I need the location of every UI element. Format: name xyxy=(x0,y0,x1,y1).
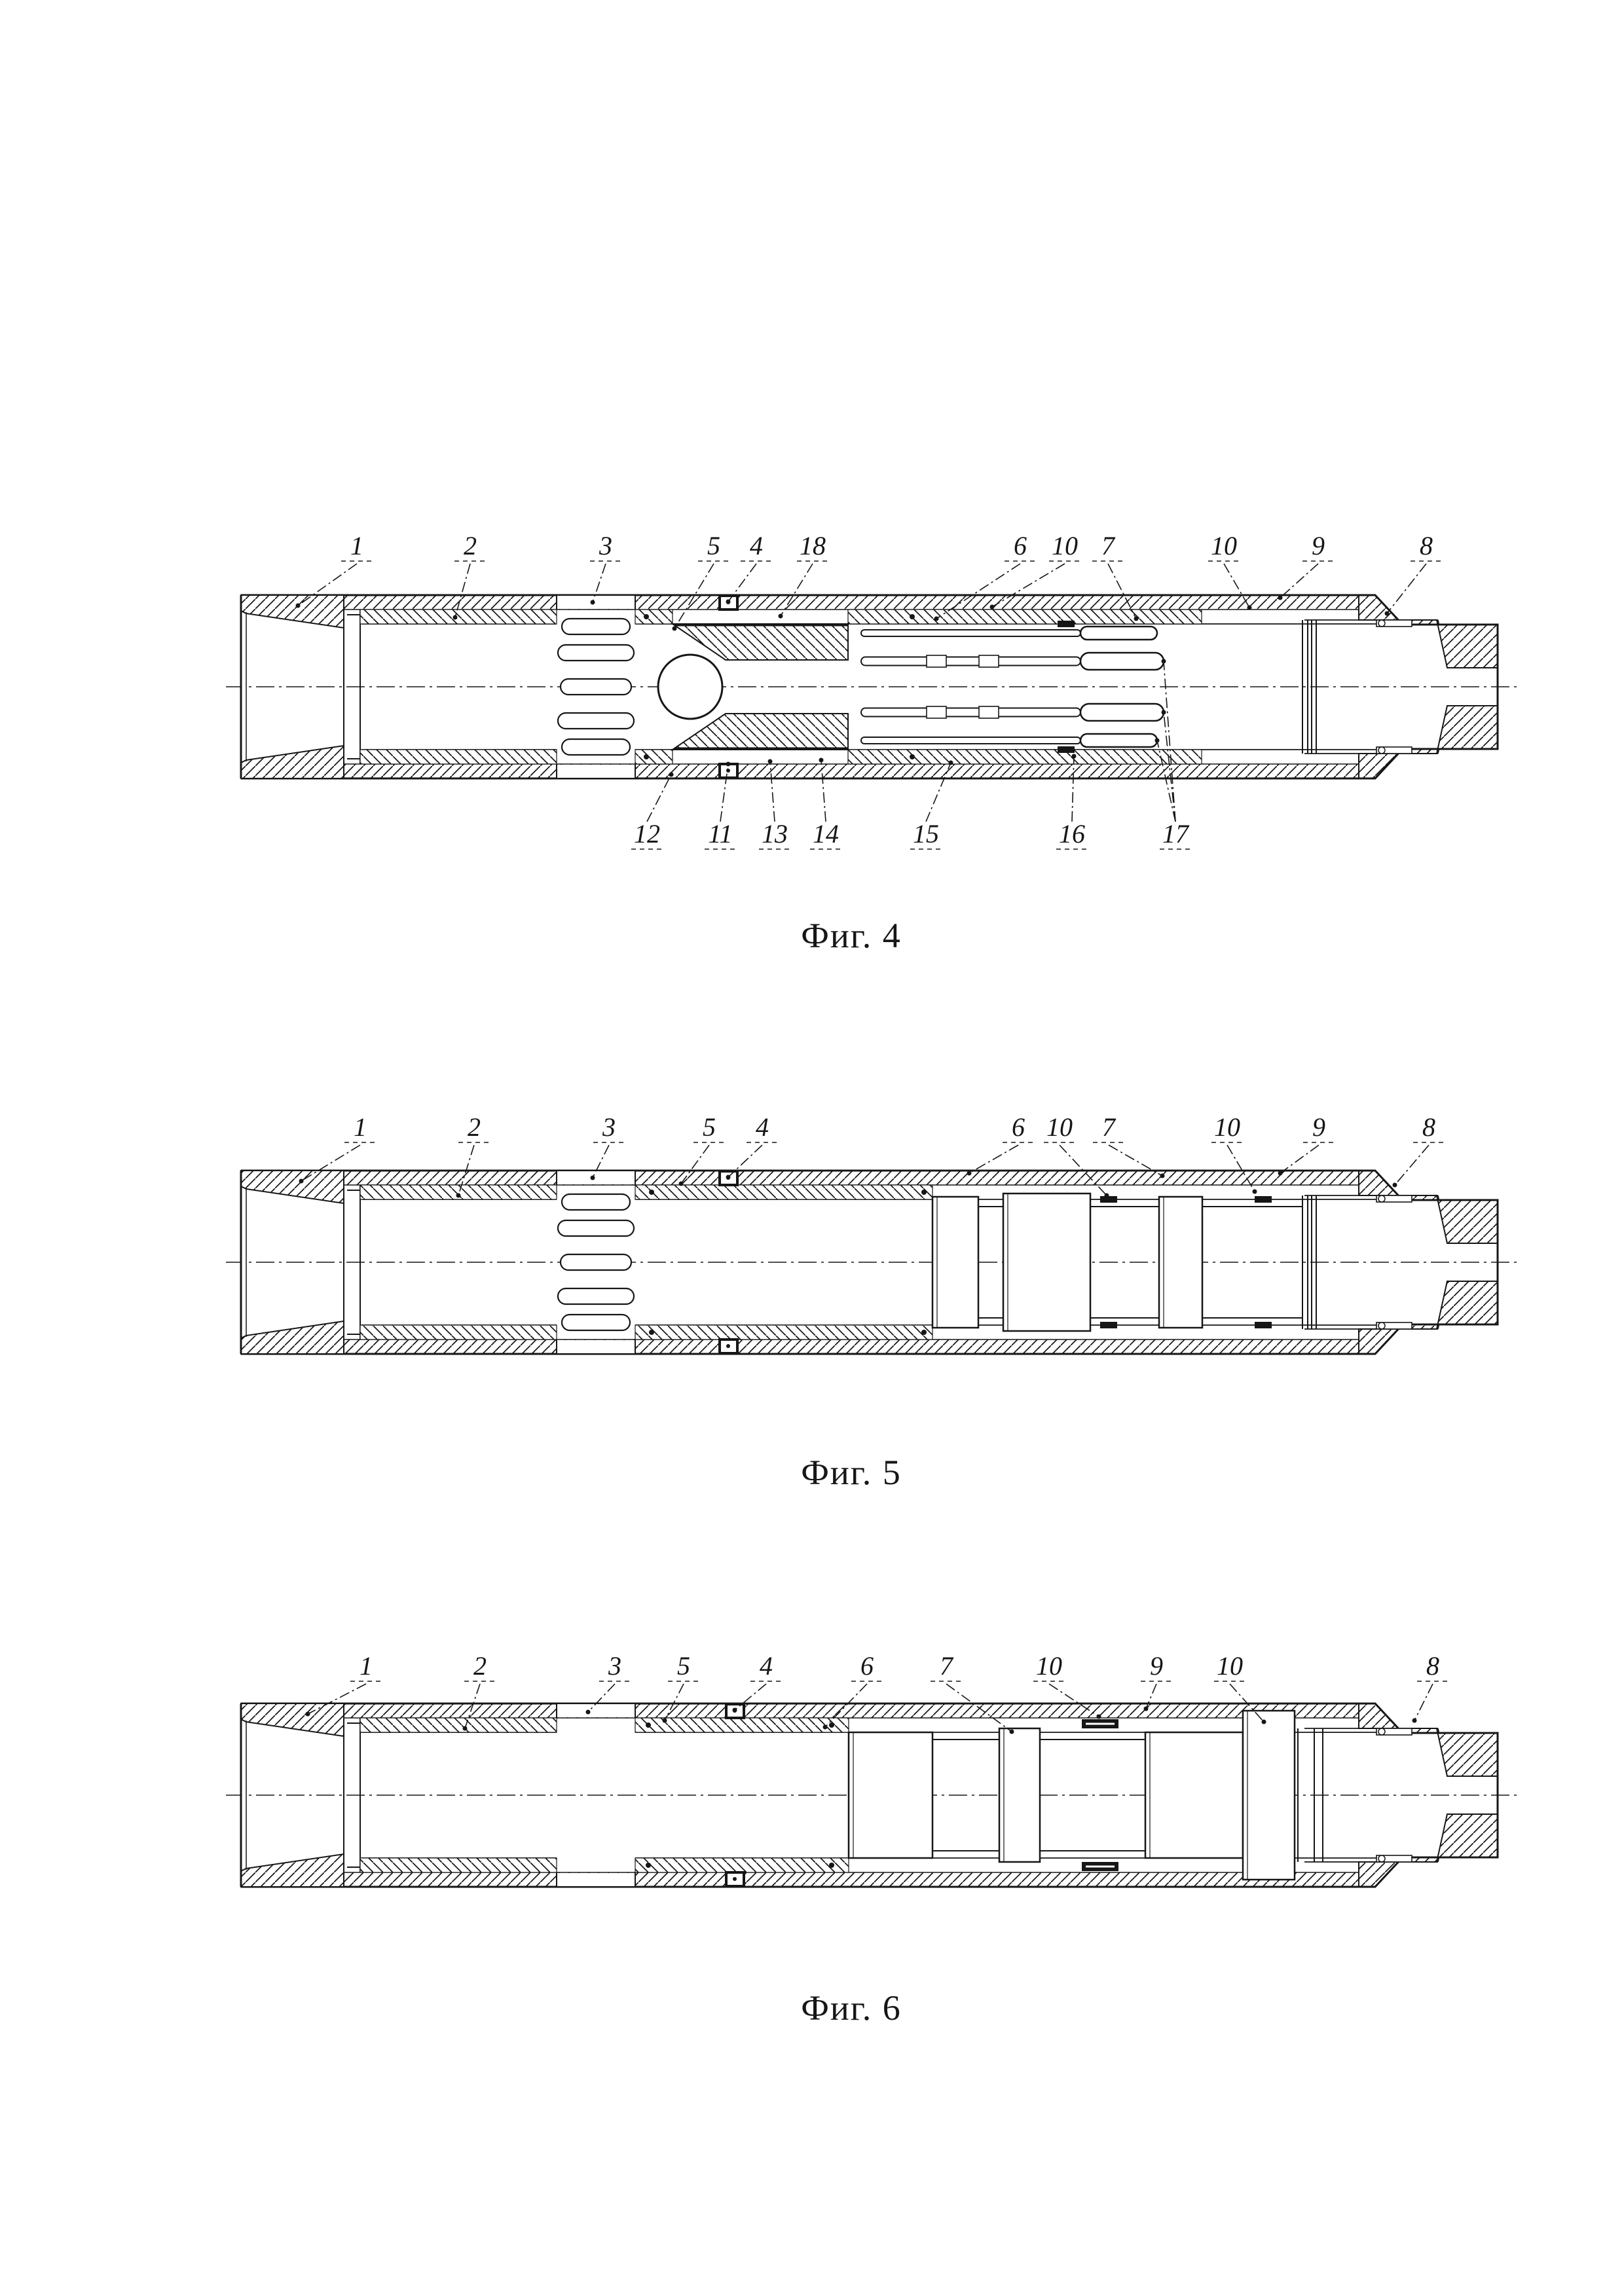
ref-number: 7 xyxy=(1102,1112,1115,1142)
circulation-slot xyxy=(558,1220,634,1236)
ref-label-7 xyxy=(1093,1112,1165,1178)
ref-number: 1 xyxy=(350,531,363,560)
pin-end-upper-wall xyxy=(1359,595,1498,668)
ref-label-9 xyxy=(1278,1112,1335,1176)
dart-rod xyxy=(861,630,1080,636)
pin-end-lower-wall xyxy=(1359,706,1498,778)
ref-label-4 xyxy=(726,531,773,604)
ref-number: 10 xyxy=(1214,1112,1240,1142)
dart-tip xyxy=(1080,704,1164,721)
piston-section xyxy=(1003,1194,1090,1331)
ref-number: 1 xyxy=(354,1112,367,1142)
ref-number: 3 xyxy=(599,531,612,560)
inner-sleeve-wall xyxy=(360,1718,557,1732)
seal xyxy=(1100,1196,1117,1203)
circulation-slot xyxy=(561,679,631,695)
inner-sleeve-wall xyxy=(848,610,1202,624)
ref-number: 10 xyxy=(1036,1651,1062,1681)
ref-number: 5 xyxy=(707,531,720,560)
piston-section xyxy=(849,1732,932,1858)
ref-number: 6 xyxy=(1012,1112,1025,1142)
o-ring xyxy=(829,1722,834,1728)
ref-number: 4 xyxy=(756,1112,769,1142)
upper-housing-wall xyxy=(344,595,1359,610)
ref-label-8 xyxy=(1412,1651,1449,1723)
ref-number: 10 xyxy=(1046,1112,1073,1142)
figure-5-drawing xyxy=(216,1100,1526,1388)
ref-label-7 xyxy=(931,1651,1014,1734)
pin-end-upper-wall xyxy=(1359,1704,1498,1776)
ref-label-4 xyxy=(726,1112,779,1180)
ref-number: 5 xyxy=(703,1112,716,1142)
ref-number: 1 xyxy=(360,1651,373,1681)
box-end-lower-wall xyxy=(241,746,344,778)
fig6-canvas xyxy=(226,1704,1519,1887)
ref-number: 16 xyxy=(1059,819,1085,848)
ref-number: 18 xyxy=(800,531,826,560)
dart-rod xyxy=(861,737,1080,744)
inner-sleeve-wall xyxy=(635,1718,849,1732)
ref-number: 14 xyxy=(813,819,839,848)
ref-label-3 xyxy=(590,531,621,605)
ref-number: 2 xyxy=(464,531,477,560)
ref-label-9 xyxy=(1278,531,1335,600)
pin-end-upper-wall xyxy=(1359,1171,1498,1243)
piston-section xyxy=(1159,1197,1202,1328)
upper-housing-wall xyxy=(344,1704,1359,1718)
figure-4-drawing xyxy=(216,520,1526,881)
ref-label-5 xyxy=(673,531,730,631)
o-ring xyxy=(921,1190,927,1195)
pin-end-lower-wall xyxy=(1359,1814,1498,1887)
lower-housing-wall xyxy=(344,764,1359,778)
o-ring xyxy=(649,1190,654,1195)
figure-6-drawing xyxy=(216,1617,1526,1918)
dart-rod xyxy=(861,657,1080,666)
ref-number: 17 xyxy=(1162,819,1189,848)
lower-housing-wall xyxy=(344,1872,1359,1887)
box-end-upper-wall xyxy=(241,1171,344,1203)
housing-window xyxy=(557,596,635,609)
piston-section xyxy=(1243,1711,1295,1880)
ref-number: 6 xyxy=(860,1651,874,1681)
box-end-lower-wall xyxy=(241,1321,344,1354)
circulation-slot xyxy=(562,739,630,755)
ref-number: 8 xyxy=(1420,531,1433,560)
box-end-upper-wall xyxy=(241,1704,344,1736)
circulation-slot xyxy=(558,1288,634,1304)
ref-number: 12 xyxy=(634,819,660,848)
ref-number: 2 xyxy=(468,1112,481,1142)
inner-sleeve-wall xyxy=(635,610,673,624)
circulation-slot xyxy=(562,1194,630,1210)
circulation-slot xyxy=(558,645,634,661)
box-end-lower-wall xyxy=(241,1854,344,1887)
o-ring xyxy=(644,614,649,619)
ball-seat-carrier xyxy=(673,624,848,660)
ref-number: 10 xyxy=(1217,1651,1243,1681)
ball xyxy=(658,655,722,719)
inner-sleeve-wall xyxy=(635,1185,932,1199)
inner-sleeve-wall xyxy=(360,610,557,624)
dart-tip xyxy=(1080,627,1157,640)
ref-number: 6 xyxy=(1014,531,1027,560)
ref-number: 8 xyxy=(1422,1112,1435,1142)
piston-section xyxy=(932,1197,978,1328)
ref-number: 2 xyxy=(473,1651,487,1681)
pin-end-lower-wall xyxy=(1359,1281,1498,1354)
housing-window xyxy=(557,1171,635,1184)
ref-number: 4 xyxy=(760,1651,773,1681)
ref-number: 5 xyxy=(677,1651,690,1681)
ref-number: 3 xyxy=(602,1112,616,1142)
fig4-canvas xyxy=(226,595,1519,778)
seal xyxy=(1255,1196,1272,1203)
ref-label-9 xyxy=(1141,1651,1172,1711)
circulation-slot xyxy=(562,619,630,634)
ref-label-8 xyxy=(1393,1112,1445,1188)
ref-number: 15 xyxy=(913,819,939,848)
lower-housing-wall xyxy=(344,1339,1359,1354)
ref-number: 9 xyxy=(1312,531,1325,560)
fig5-canvas xyxy=(226,1171,1519,1354)
piston-section xyxy=(1145,1732,1243,1858)
seal xyxy=(1058,621,1075,627)
circulation-slot xyxy=(558,713,634,729)
ref-label-12 xyxy=(631,773,674,850)
ref-number: 7 xyxy=(1101,531,1115,560)
figure-6-caption: Фиг. 6 xyxy=(801,1988,902,2028)
o-ring xyxy=(646,1722,651,1728)
ref-number: 10 xyxy=(1211,531,1237,560)
ref-number: 10 xyxy=(1052,531,1078,560)
piston-section xyxy=(999,1728,1040,1862)
ref-number: 7 xyxy=(940,1651,953,1681)
ref-number: 4 xyxy=(750,531,763,560)
ref-label-8 xyxy=(1385,531,1443,616)
dart-tip xyxy=(1080,653,1164,670)
o-ring xyxy=(910,614,915,619)
dart-tip xyxy=(1080,734,1157,747)
ref-number: 13 xyxy=(762,819,788,848)
ref-number: 8 xyxy=(1426,1651,1439,1681)
box-end-upper-wall xyxy=(241,595,344,628)
ref-number: 11 xyxy=(708,819,733,848)
housing-window xyxy=(557,1704,635,1717)
figure-4-caption: Фиг. 4 xyxy=(801,916,902,955)
ref-number: 3 xyxy=(608,1651,621,1681)
ref-label-6 xyxy=(967,1112,1035,1176)
ref-number: 9 xyxy=(1312,1112,1325,1142)
dart-rod xyxy=(861,708,1080,717)
figure-5-caption: Фиг. 5 xyxy=(801,1453,902,1492)
ref-number: 9 xyxy=(1150,1651,1163,1681)
upper-housing-wall xyxy=(344,1171,1359,1185)
circulation-slot xyxy=(561,1254,631,1270)
circulation-slot xyxy=(562,1315,630,1330)
